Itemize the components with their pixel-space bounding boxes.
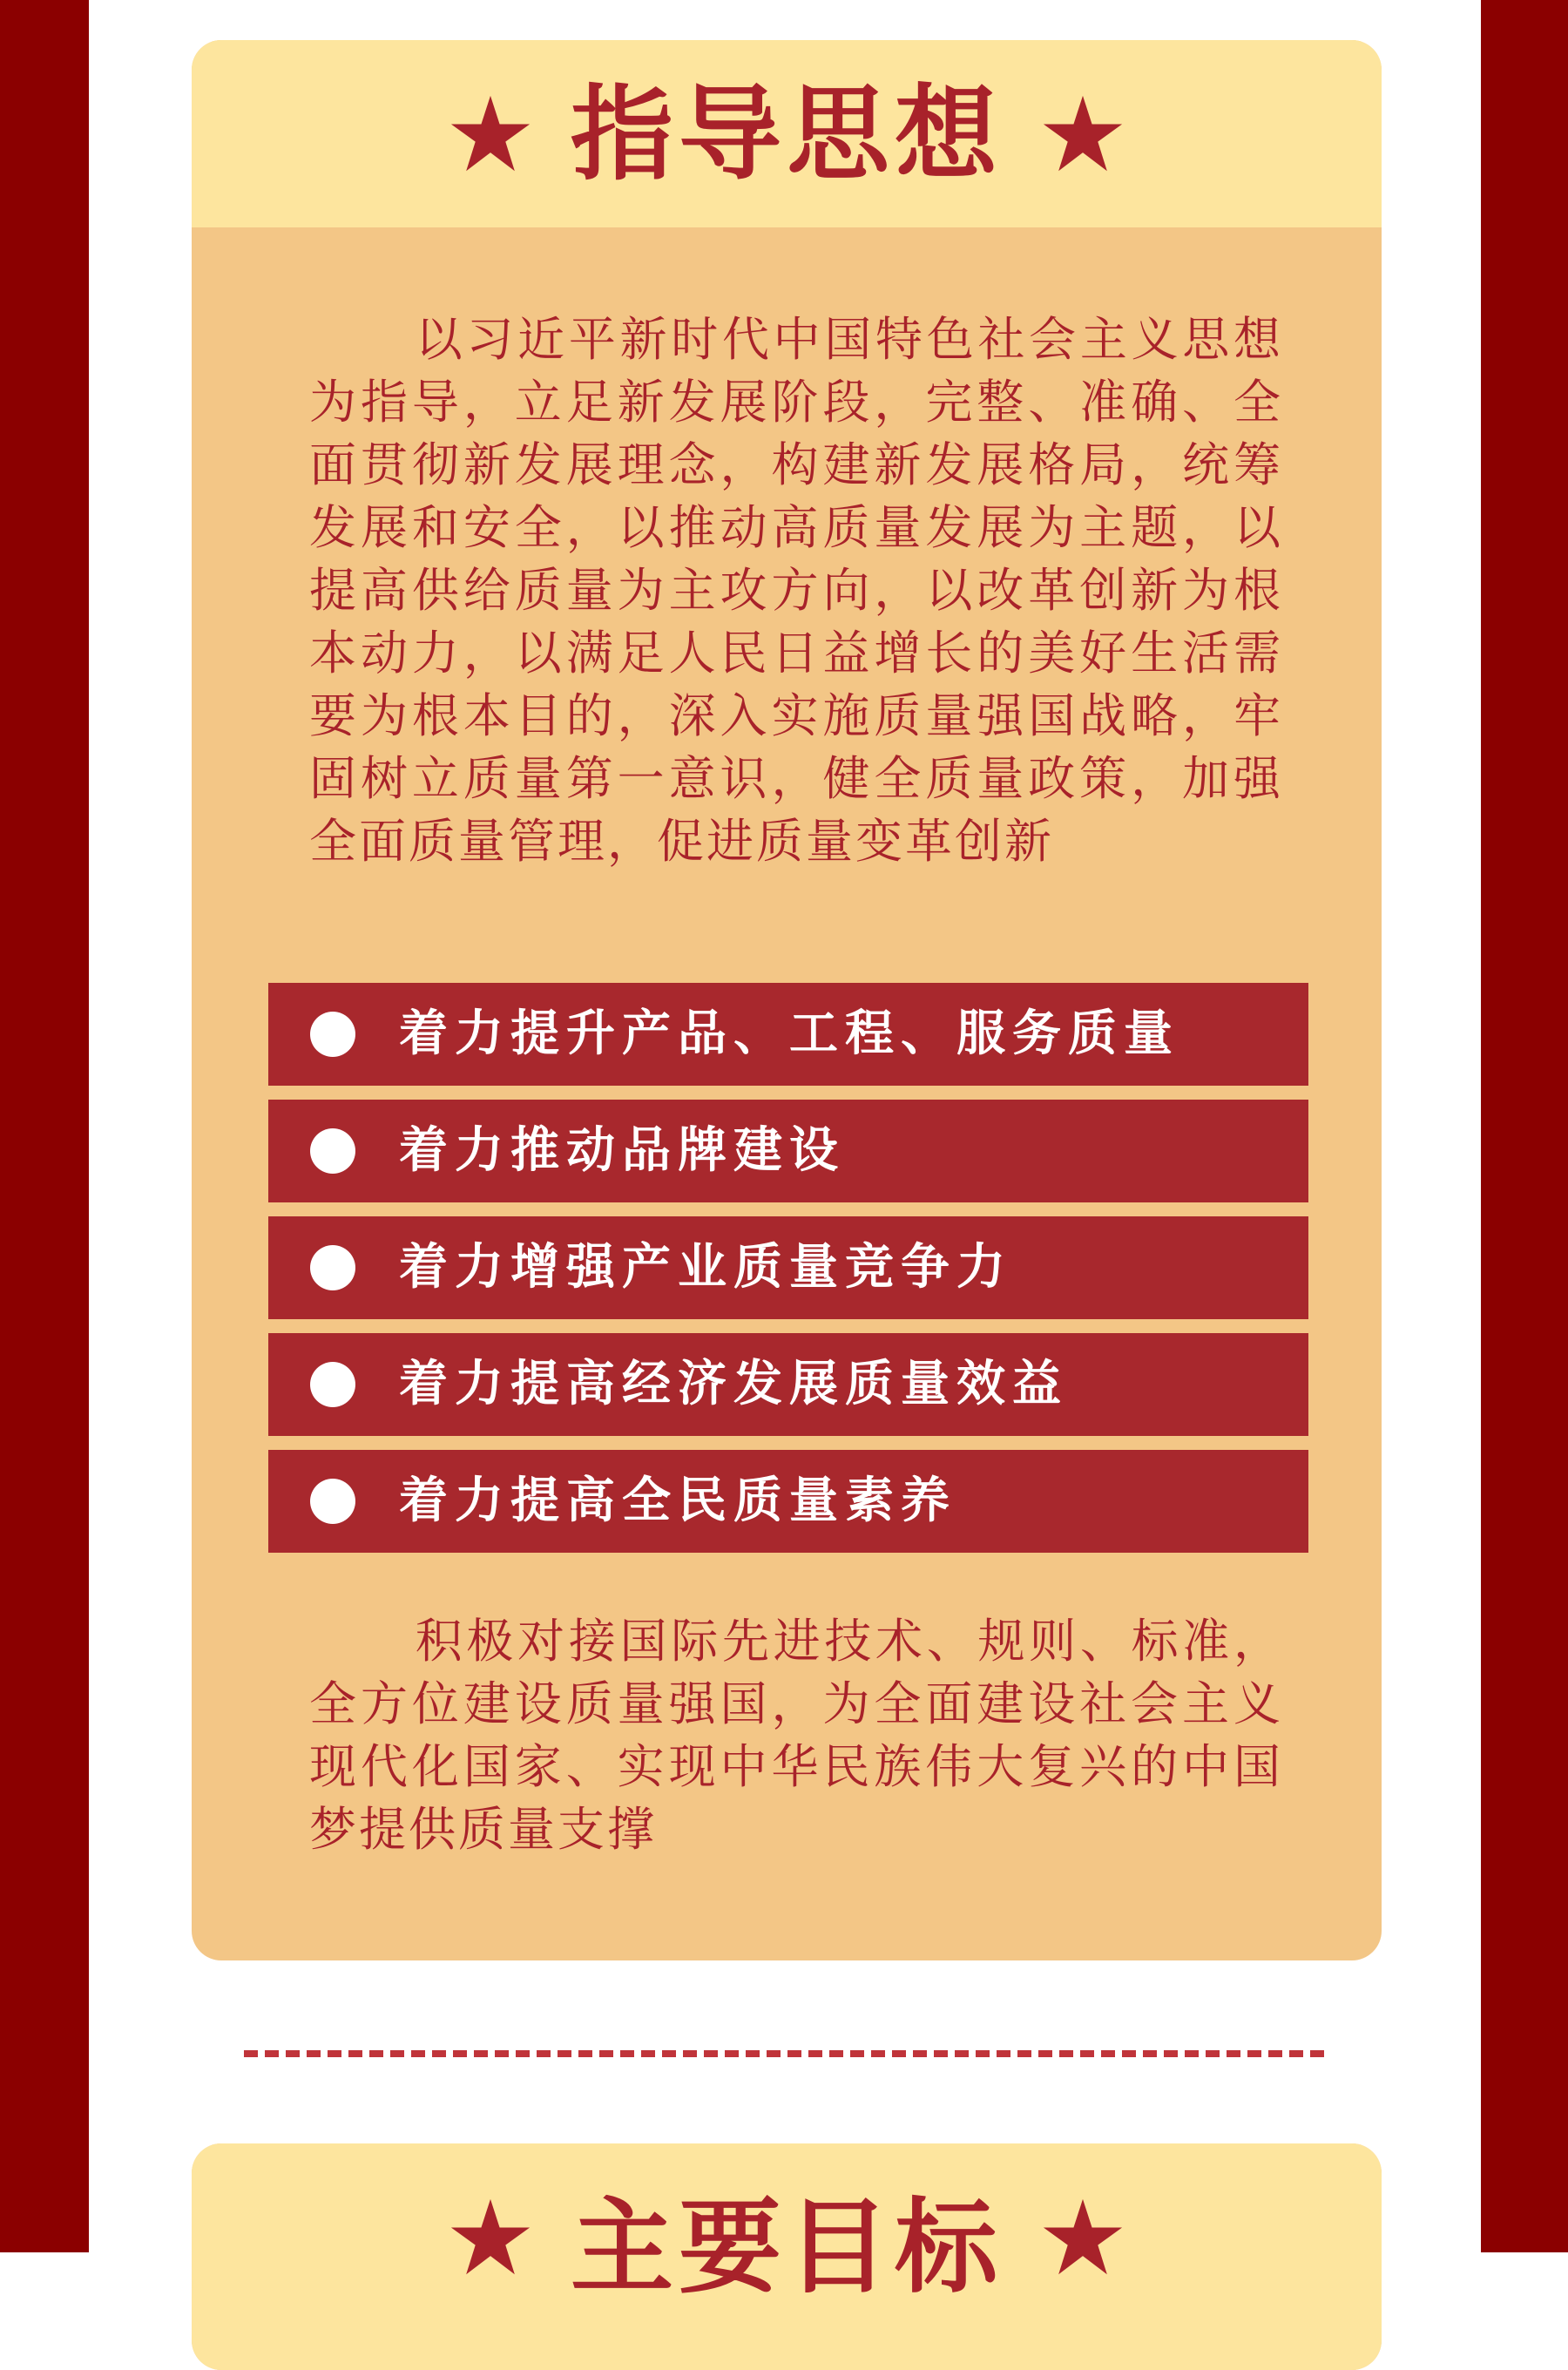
bullet-dot-icon <box>310 1245 355 1290</box>
closing-paragraph-text: 积极对接国际先进技术、规则、标准，全方位建设质量强国，为全面建设社会主义现代化国家、实现中华民族伟大复兴的中国梦提供质量支撑 <box>309 1614 1283 1857</box>
star-icon <box>449 2196 532 2279</box>
intro-paragraph-text: 以习近平新时代中国特色社会主义思想为指导，立足新发展阶段，完整、准确、全面贯彻新发展理念，构建新发展格局，统筹发展和安全，以推动高质量发展为主题，以提高供给质量为主攻方向，以改革创新为根本动力，以满足人民日益增长的美好生活需要为根本目的，深入实施质量强国战略，牢固树立质量第一意识，健全质量政策，加强全面质量管理，促进质量变革创新 <box>309 312 1283 869</box>
bullet-dot-icon <box>310 1128 355 1174</box>
star-icon <box>449 92 532 176</box>
guiding-ideology-card <box>192 40 1382 1960</box>
section-title: 主要目标 <box>570 2187 1003 2307</box>
left-side-bar <box>0 0 89 2252</box>
bullet-dot-icon <box>310 1362 355 1407</box>
main-goals-card <box>192 2143 1382 2370</box>
star-icon <box>1041 92 1125 176</box>
measure-label: 着力提高经济发展质量效益 <box>399 1356 1068 1412</box>
measure-item <box>268 1100 1308 1202</box>
measures-list <box>268 983 1308 1567</box>
measure-item <box>268 1333 1308 1436</box>
measure-item <box>268 983 1308 1086</box>
bullet-dot-icon <box>310 1479 355 1524</box>
card-header <box>192 2143 1382 2370</box>
measure-label: 着力推动品牌建设 <box>399 1122 845 1179</box>
dashed-divider <box>244 2050 1324 2057</box>
measure-label: 着力提升产品、工程、服务质量 <box>399 1006 1179 1062</box>
closing-paragraph <box>309 1610 1283 1861</box>
right-side-bar <box>1481 0 1568 2252</box>
measure-label: 着力提高全民质量素养 <box>399 1473 956 1529</box>
star-icon <box>1041 2196 1125 2279</box>
intro-paragraph <box>309 308 1283 873</box>
measure-item <box>268 1216 1308 1319</box>
bullet-dot-icon <box>310 1012 355 1057</box>
card-header <box>192 40 1382 227</box>
measure-label: 着力增强产业质量竞争力 <box>399 1239 1012 1296</box>
measure-item <box>268 1450 1308 1553</box>
section-title: 指导思想 <box>570 73 1003 194</box>
